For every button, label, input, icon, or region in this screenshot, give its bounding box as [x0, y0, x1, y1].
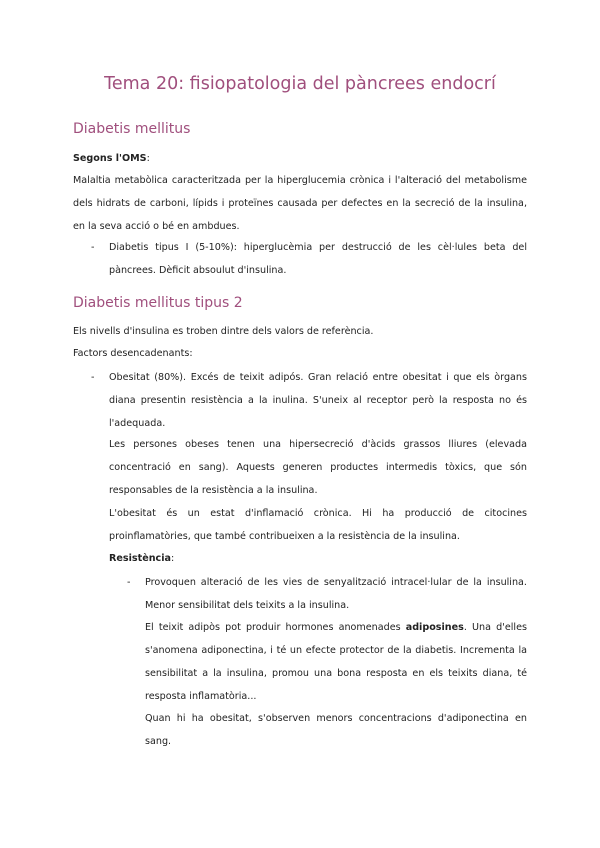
- sub-bullet-dash: -: [127, 577, 131, 588]
- adiposines-text: El teixit adipòs pot produir hormones anomenades: [145, 622, 406, 633]
- definition-line: Malaltia metabòlica caracteritzada per la hiperglucemia crònica i l'alteració del metabolisme: [73, 175, 527, 186]
- adiposines-line: s'anomena adiponectina, i té un efecte protector de la diabetis. Incrementa la: [145, 645, 527, 656]
- definition-paragraph: [73, 169, 527, 238]
- adiposines-line: sensibilitat a la insulina, promou una bona resposta en els teixits diana, té: [145, 668, 527, 679]
- definition-line: dels hidrats de carboni, lípids i proteïnes causada per defectes en la secreció de la insulina,: [73, 198, 527, 209]
- type1-line: Diabetis tipus I (5-10%): hiperglucèmia per destrucció de les cèl·lules beta del: [109, 242, 527, 253]
- oms-label: [73, 147, 150, 170]
- obesity-line: l'adequada.: [109, 418, 166, 429]
- oms-label-bold: Segons l'OMS: [73, 153, 147, 164]
- inflammation-line: proinflamatòries, que també contribueixen a la resistència de la insulina.: [109, 531, 460, 542]
- adiponectin-line: sang.: [145, 736, 172, 747]
- adiposines-bold: adiposines: [405, 622, 464, 633]
- section-heading-diabetis-mellitus: Diabetis mellitus: [73, 121, 191, 137]
- adiponectin-paragraph: [145, 707, 527, 753]
- adiposines-text: . Una d'elles: [463, 622, 527, 633]
- triggers-label: Factors desencadenants:: [73, 348, 193, 359]
- resistance-label: [109, 547, 174, 570]
- section-heading-diabetis-tipus-2: Diabetis mellitus tipus 2: [73, 295, 243, 311]
- obese-line: concentració en sang). Aquests generen productes intermedis tòxics, que són: [109, 462, 527, 473]
- type1-line: pàncrees. Dèficit absoulut d'insulina.: [109, 265, 287, 276]
- definition-line: en la seva acció o bé en ambdues.: [73, 221, 240, 232]
- type1-bullet: [109, 236, 527, 282]
- adiposines-line: [145, 616, 527, 639]
- oms-colon: :: [146, 153, 150, 164]
- insulin-levels-text: Els nivells d'insulina es troben dintre dels valors de referència.: [73, 326, 374, 337]
- bullet-dash: -: [91, 242, 95, 253]
- resistance-label-bold: Resistència: [109, 553, 171, 564]
- adiponectin-line: Quan hi ha obesitat, s'observen menors concentracions d'adiponectina en: [145, 713, 527, 724]
- obese-line: responsables de la resistència a la insulina.: [109, 485, 318, 496]
- inflammation-paragraph: [109, 502, 527, 548]
- resistance-line: Provoquen alteració de les vies de senyalització intracel·lular de la insulina.: [145, 577, 527, 588]
- inflammation-line: L'obesitat és un estat d'inflamació crònica. Hi ha producció de citocines: [109, 508, 527, 519]
- obese-paragraph: [109, 433, 527, 502]
- resistance-colon: :: [170, 553, 175, 564]
- page-title: Tema 20: fisiopatologia del pàncrees endocrí: [104, 74, 496, 94]
- obesity-line: Obesitat (80%). Excés de teixit adipós. Gran relació entre obesitat i que els òrgans: [109, 372, 527, 383]
- resistance-bullet: [145, 571, 527, 617]
- resistance-line: Menor sensibilitat dels teixits a la insulina.: [145, 600, 350, 611]
- adiposines-line: resposta inflamatòria...: [145, 691, 257, 702]
- adiposines-paragraph: [145, 616, 527, 708]
- bullet-dash: -: [91, 372, 95, 383]
- obesity-line: diana presentin resistència a la inulina. S'uneix al receptor però la resposta no és: [109, 395, 527, 406]
- obese-line: Les persones obeses tenen una hipersecreció d'àcids grassos lliures (elevada: [109, 439, 527, 450]
- obesity-bullet: [109, 366, 527, 435]
